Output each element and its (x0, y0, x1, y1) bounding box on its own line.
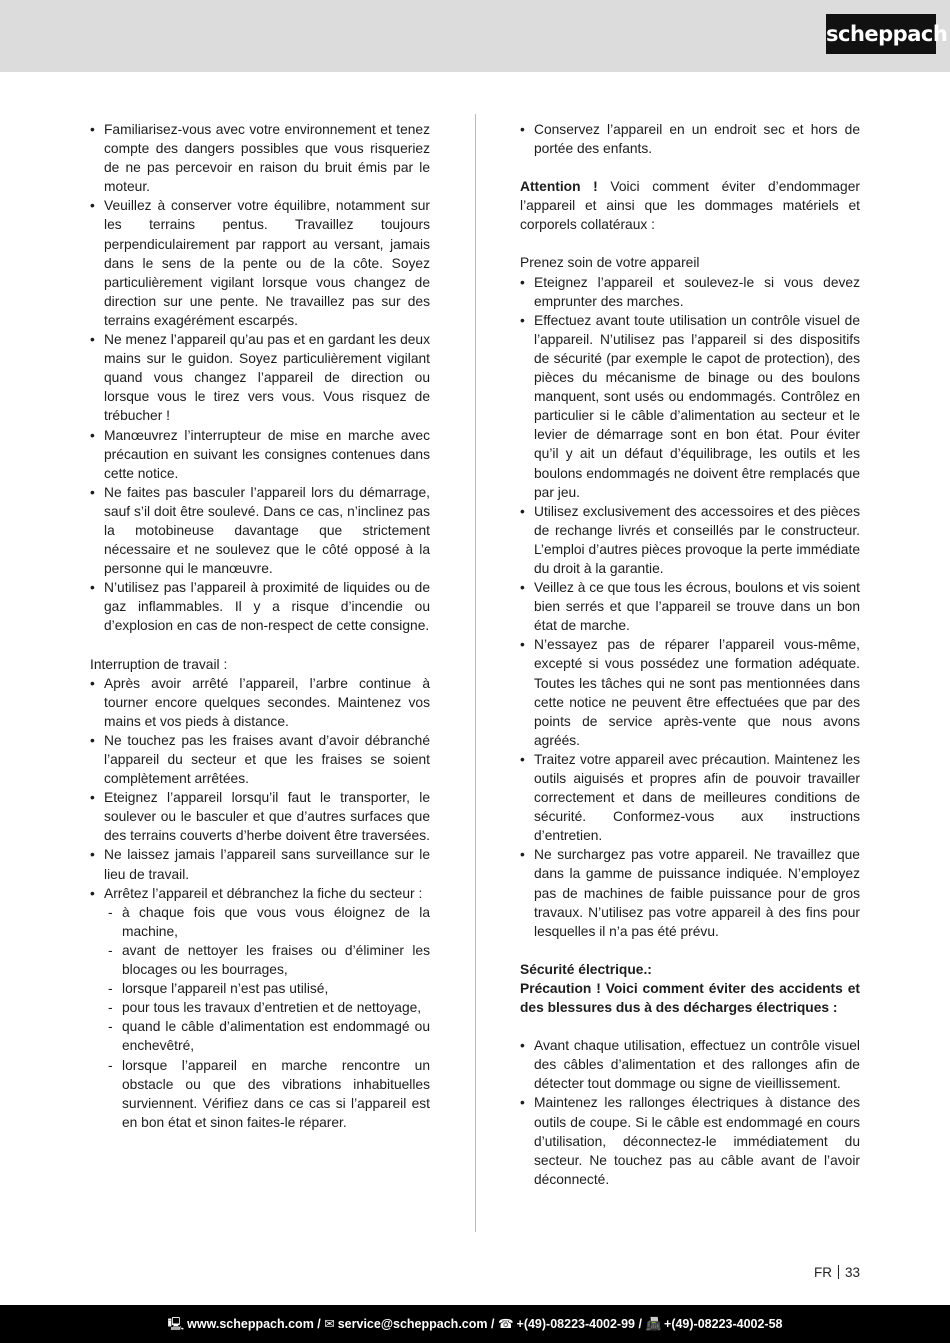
list-item: • Avant chaque utilisation, effectuez un contrôle visuel des câbles d’alimentation et des rallonges afin de détecter tout dommage ou signe de vieillissement. (520, 1036, 860, 1093)
page-number (814, 1265, 860, 1280)
right-column (520, 120, 860, 1189)
header-bar (0, 0, 950, 72)
interruption-heading: Interruption de travail : (90, 656, 228, 672)
list-item: - lorsque l’appareil n’est pas utilisé, (90, 979, 430, 998)
list-item: • N’essayez pas de réparer l’appareil vous-même, excepté si vous possédez une formation adéquate. Toutes les tâches qui ne sont pas mentionnées dans cette notice ne peuvent être effectuées que par des points de service après-vente que nous avons agréés. (520, 635, 860, 750)
footer-website: www.scheppach.com / (187, 1317, 321, 1331)
page-language: FR (813, 1265, 832, 1280)
list-item: • Traitez votre appareil avec précaution. Maintenez les outils aiguisés et propres afin de pouvoir travailler correctement et dans de meilleures conditions de sécurité. Conformez-vous aux instructions d’entretien. (520, 750, 860, 845)
list-item: - à chaque fois que vous vous éloignez de la machine, (90, 903, 430, 941)
list-item: • Familiarisez-vous avec votre environnement et tenez compte des dangers possibles que vous risqueriez de ne pas percevoir en raison du bruit émis par le moteur. (90, 120, 430, 196)
electrical-heading-text: Sécurité électrique.: (520, 961, 652, 977)
email-icon: ✉ (324, 1317, 335, 1331)
page-number-separator (838, 1265, 839, 1279)
list-item: • Veuillez à conserver votre équilibre, notamment sur les terrains pentus. Travaillez toujours perpendiculairement par rapport au versant, jamais dans le sens de la pente ou de la côte. Soyez particulièrement vigilant lorsque vous changez de direction sur une pente. Ne travaillez pas sur des terrains exagérément escarpés. (90, 196, 430, 330)
fax-icon: 📠 (645, 1317, 662, 1331)
storage-list (520, 120, 860, 158)
list-item: • Effectuez avant toute utilisation un contrôle visuel de l’appareil. N’utilisez pas l’appareil si des dispositifs de sécurité (par exemple le capot de protection), des pièces du mécanisme de binage ou des boulons manquent, sont usés ou endommagés. Contrôlez en particulier si le câble d’alimentation au secteur et le levier de démarrage sont en bon état. Pour éviter qu’il y ait un défaut d’équilibrage, les outils et les boulons endommagés ne doivent être remplacés que par jeu. (520, 311, 860, 502)
care-heading: Prenez soin de votre appareil (520, 255, 700, 271)
list-item: • Veillez à ce que tous les écrous, boulons et vis soient bien serrés et que l’appareil se trouve dans un bon état de marche. (520, 578, 860, 635)
safety-list (90, 120, 430, 636)
interruption-list (90, 674, 430, 903)
list-item: • Eteignez l’appareil et soulevez-le si vous devez emprunter des marches. (520, 273, 860, 311)
footer-phone: +(49)-08223-4002-99 / (516, 1317, 642, 1331)
care-list (520, 273, 860, 941)
list-item: • Utilisez exclusivement des accessoires et des pièces de rechange livrés et conseillés par le constructeur. L’emploi d’autres pièces provoque la perte immédiate du droit à la garantie. (520, 502, 860, 578)
footer-bar (0, 1305, 950, 1343)
scheppach-logo: scheppach (826, 14, 936, 54)
list-item: - pour tous les travaux d’entretien et de nettoyage, (90, 998, 430, 1017)
attention-label: Attention ! (520, 179, 598, 195)
list-item: • Ne touchez pas les fraises avant d’avoir débranché l’appareil du secteur et que les fraises se soient complètement arrêtées. (90, 731, 430, 788)
list-item: - lorsque l’appareil en marche rencontre un obstacle ou que des vibrations inhabituelles surviennent. Vérifiez dans ce cas si l’appareil est en bon état et sinon faites-le réparer. (90, 1056, 430, 1132)
attention-text: Voici comment éviter d’endommager l’appareil et ainsi que les dommages matériels et corporels collatéraux : (520, 179, 861, 233)
phone-icon: ☎ (497, 1317, 514, 1331)
list-item: • Ne laissez jamais l’appareil sans surveillance sur le lieu de travail. (90, 845, 430, 883)
computer-icon: 🖳 (167, 1317, 185, 1331)
electrical-caution (520, 979, 860, 1017)
unplug-conditions-list (90, 903, 430, 1132)
page-number-value: 33 (844, 1265, 860, 1280)
electrical-list (520, 1036, 860, 1189)
footer-fax: +(49)-08223-4002-58 (664, 1317, 783, 1331)
electrical-caution-text: Précaution ! Voici comment éviter des accidents et des blessures dus à des décharges électriques : (520, 980, 860, 1016)
attention-paragraph (520, 177, 860, 234)
list-item: • Ne menez l’appareil qu’au pas et en gardant les deux mains sur le guidon. Soyez particulièrement vigilant quand vous changez l’appareil de direction ou lorsque vous le tirez vers vous. Vous risquez de trébucher ! (90, 330, 430, 425)
list-item: • Maintenez les rallonges électriques à distance des outils de coupe. Si le câble est endommagé en cours d’utilisation, déconnectez-le immédiatement du secteur. Ne touchez pas au câble avant de l’avoir déconnecté. (520, 1093, 860, 1188)
list-item: • Manœuvrez l’interrupteur de mise en marche avec précaution en suivant les consignes contenues dans cette notice. (90, 426, 430, 483)
left-column (90, 120, 430, 1132)
list-item: - quand le câble d’alimentation est endommagé ou enchevêtré, (90, 1017, 430, 1055)
column-divider (475, 114, 476, 1232)
list-item: - avant de nettoyer les fraises ou d’éliminer les blocages ou les bourrages, (90, 941, 430, 979)
list-item: • Arrêtez l’appareil et débranchez la fiche du secteur : (90, 884, 430, 903)
list-item: • Eteignez l’appareil lorsqu’il faut le transporter, le soulever ou le basculer et que d’autres surfaces que des terrains couverts d’herbe doivent être traversées. (90, 788, 430, 845)
list-item: • Conservez l’appareil en un endroit sec et hors de portée des enfants. (520, 120, 860, 158)
list-item: • N’utilisez pas l’appareil à proximité de liquides ou de gaz inflammables. Il y a risque d’incendie ou d’explosion en cas de non-respect de cette consigne. (90, 578, 430, 635)
footer-email: service@scheppach.com / (337, 1317, 495, 1331)
list-item: • Après avoir arrêté l’appareil, l’arbre continue à tourner encore quelques secondes. Maintenez vos mains et vos pieds à distance. (90, 674, 430, 731)
list-item: • Ne surchargez pas votre appareil. Ne travaillez que dans la gamme de puissance indiquée. N’employez pas de machines de faible puissance pour de gros travaux. N’utilisez pas votre appareil à des fins pour lesquelles il n’a pas été prévu. (520, 845, 860, 940)
electrical-heading (520, 960, 860, 979)
list-item: • Ne faites pas basculer l’appareil lors du démarrage, sauf s’il doit être soulevé. Dans ce cas, n’inclinez pas la motobineuse davantage que strictement nécessaire et ne soulevez que le côté opposé à la personne qui le manœuvre. (90, 483, 430, 578)
